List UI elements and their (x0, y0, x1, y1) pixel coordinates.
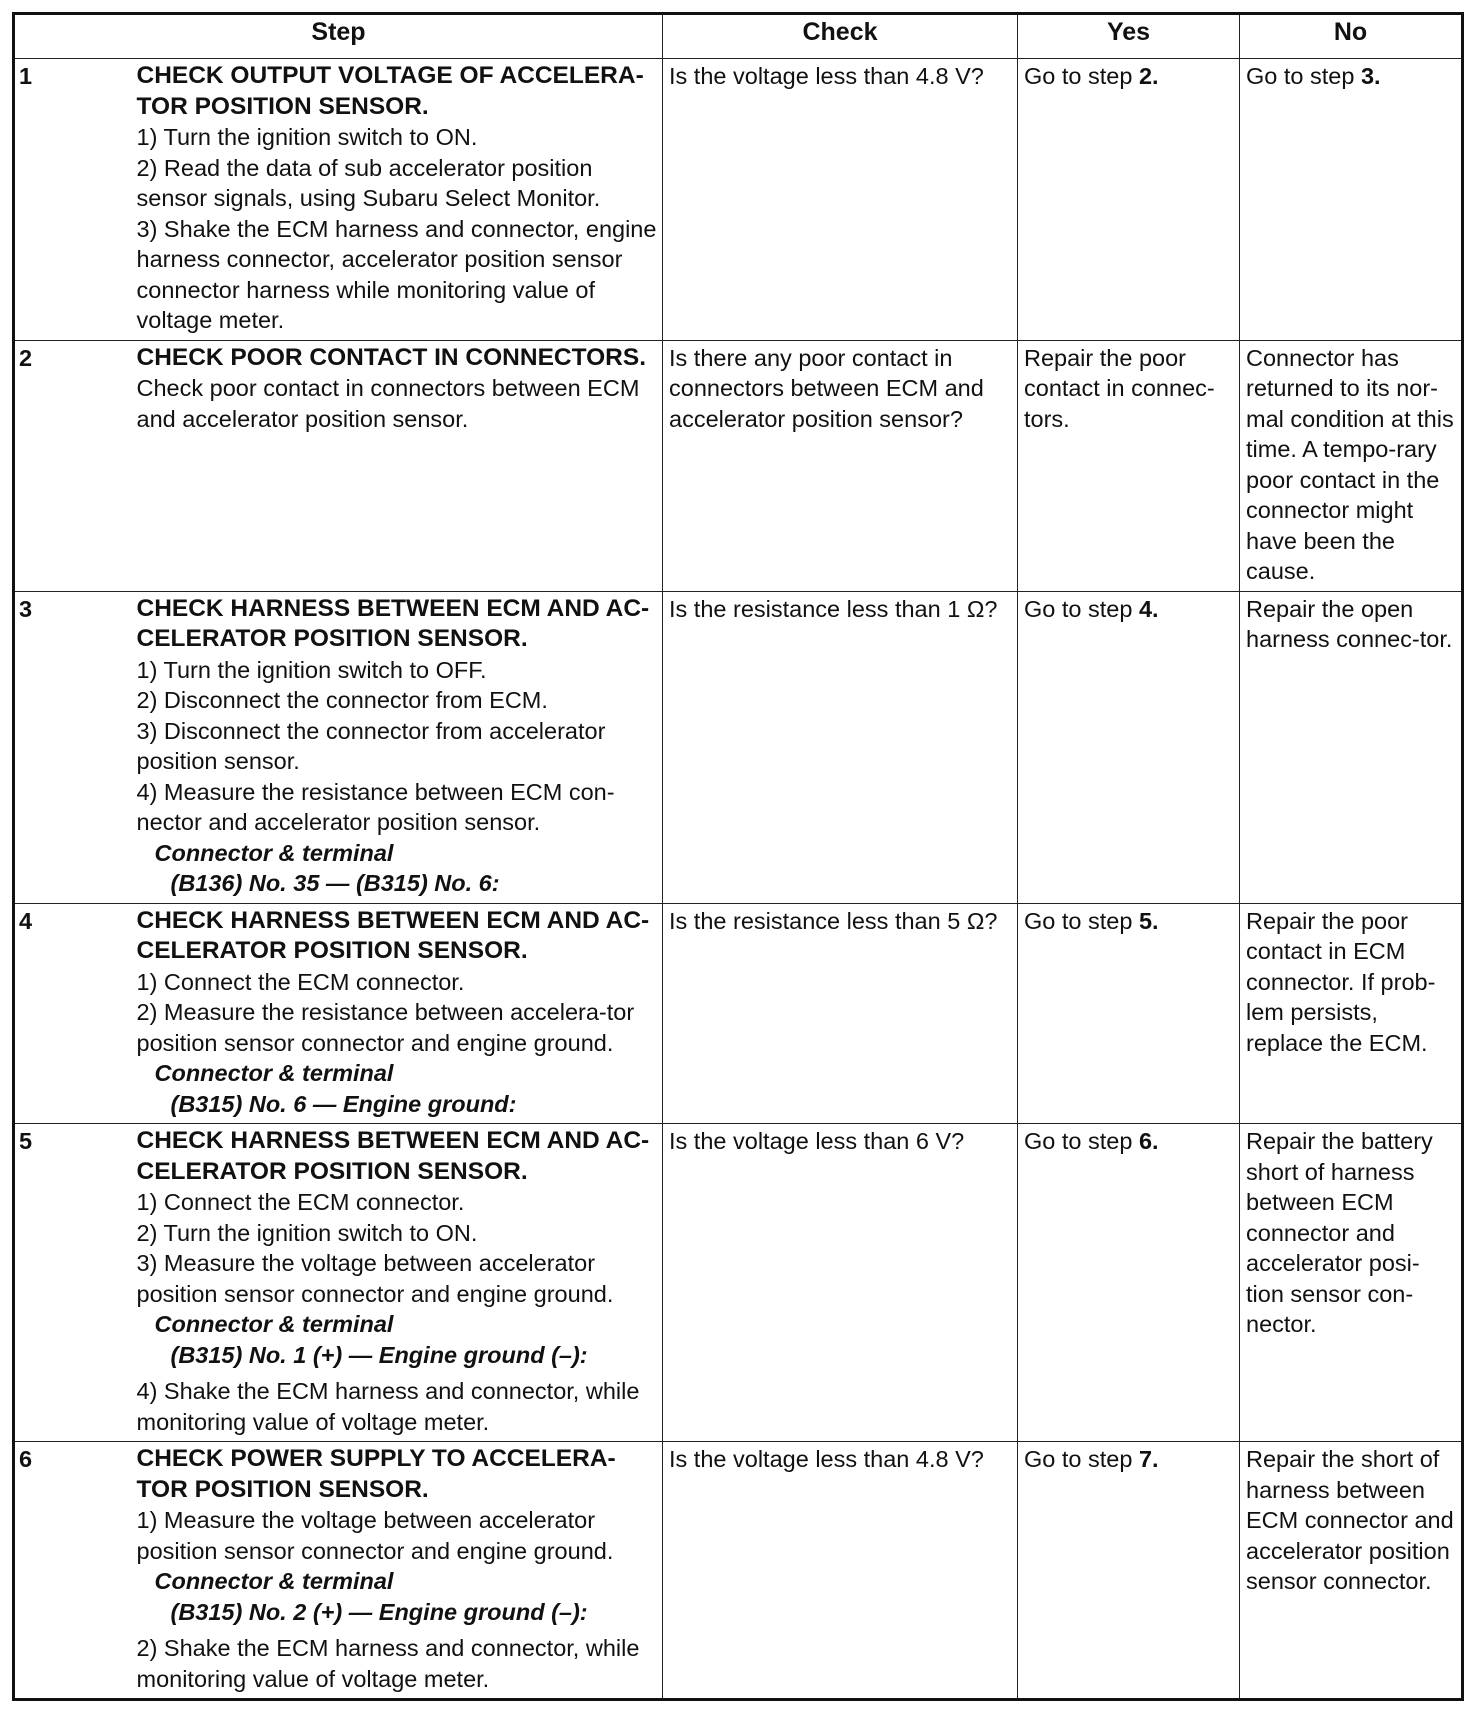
step-title: CHECK POWER SUPPLY TO ACCELERA-TOR POSITION SENSOR. (136, 1445, 616, 1503)
step-title: CHECK POOR CONTACT IN CONNECTORS. (136, 343, 647, 371)
connector-terminal-spec: Connector & terminal (154, 1060, 394, 1086)
step-cell (135, 59, 663, 341)
no-cell (1240, 1124, 1463, 1442)
check-cell: Is the resistance less than 1 Ω? (663, 591, 1018, 903)
connector-terminal-spec: (B315) No. 2 (+) — Engine ground (–): (170, 1598, 588, 1625)
no-cell (1240, 59, 1463, 341)
yes-step-ref: 6. (1138, 1128, 1159, 1154)
step-instruction: 2) Shake the ECM harness and connector, while monitoring value of voltage meter. (136, 1635, 640, 1692)
connector-terminal-spec: (B315) No. 6 — Engine ground: (170, 1090, 517, 1117)
yes-step-ref: 2. (1138, 63, 1159, 89)
step-cell (135, 340, 663, 591)
step-instruction: 2) Measure the resistance between accelera-tor position sensor connector and engine ground. (136, 999, 635, 1056)
step-instruction: 2) Disconnect the connector from ECM. (136, 687, 548, 713)
step-instruction: 4) Shake the ECM harness and connector, while monitoring value of voltage meter. (136, 1378, 640, 1435)
table-row (14, 340, 1463, 591)
no-text: Repair the open harness connec-tor. (1246, 595, 1453, 652)
table-row (14, 591, 1463, 903)
check-cell: Is the voltage less than 4.8 V? (663, 1442, 1018, 1700)
step-number: 1 (14, 59, 135, 341)
header-step: Step (14, 14, 663, 59)
step-title: CHECK HARNESS BETWEEN ECM AND AC-CELERATOR POSITION SENSOR. (136, 1127, 650, 1185)
no-cell (1240, 340, 1463, 591)
check-cell: Is the resistance less than 5 Ω? (663, 903, 1018, 1124)
step-instruction: 4) Measure the resistance between ECM con-nector and accelerator position sensor. (136, 778, 615, 835)
step-instruction: 1) Measure the voltage between accelerator position sensor connector and engine ground. (136, 1507, 614, 1564)
check-cell: Is there any poor contact in connectors between ECM and accelerator position sensor? (663, 340, 1018, 591)
no-text: Repair the poor contact in ECM connector. If prob-lem persists, replace the ECM. (1246, 907, 1436, 1056)
yes-text: Repair the poor contact in connec-tors. (1024, 344, 1215, 432)
step-cell (135, 1442, 663, 1700)
yes-cell (1018, 340, 1240, 591)
connector-terminal-spec: Connector & terminal (154, 1568, 394, 1594)
diagnostic-table (12, 12, 1464, 1701)
step-instruction: 2) Turn the ignition switch to ON. (136, 1219, 478, 1246)
no-step-ref: 3. (1360, 63, 1381, 89)
yes-text: Go to step (1024, 907, 1139, 934)
no-text: Connector has returned to its nor-mal condition at this time. A tempo-rary poor contact in the connector might have been the cause. (1246, 344, 1454, 584)
yes-cell (1018, 59, 1240, 341)
check-cell: Is the voltage less than 4.8 V? (663, 59, 1018, 341)
yes-text: Go to step (1024, 1446, 1139, 1472)
step-title: CHECK OUTPUT VOLTAGE OF ACCELERA-TOR POSITION SENSOR. (136, 62, 644, 120)
connector-terminal-spec: Connector & terminal (154, 1311, 394, 1337)
yes-cell (1018, 591, 1240, 903)
step-instruction: 1) Connect the ECM connector. (136, 1189, 465, 1215)
step-title: CHECK HARNESS BETWEEN ECM AND AC-CELERATOR POSITION SENSOR. (136, 906, 650, 964)
step-number: 4 (14, 903, 135, 1124)
step-instruction: 1) Turn the ignition switch to OFF. (136, 656, 487, 683)
step-number: 2 (14, 340, 135, 591)
no-text: Repair the short of harness between ECM connector and accelerator position sensor connector. (1246, 1446, 1454, 1594)
no-cell (1240, 903, 1463, 1124)
step-cell (135, 903, 663, 1124)
yes-text: Go to step (1024, 595, 1139, 622)
check-cell: Is the voltage less than 6 V? (663, 1124, 1018, 1442)
step-instruction: 1) Connect the ECM connector. (136, 968, 465, 995)
step-cell (135, 1124, 663, 1442)
step-number: 5 (14, 1124, 135, 1442)
header-row (14, 14, 1463, 59)
yes-text: Go to step (1024, 63, 1139, 89)
yes-cell (1018, 1442, 1240, 1700)
connector-terminal-spec: Connector & terminal (154, 839, 394, 866)
table-row (14, 59, 1463, 341)
yes-cell (1018, 1124, 1240, 1442)
connector-terminal-spec: (B136) No. 35 — (B315) No. 6: (170, 870, 500, 896)
yes-cell (1018, 903, 1240, 1124)
no-cell (1240, 1442, 1463, 1700)
no-text: Repair the battery short of harness between ECM connector and accelerator posi-tion sensor con-nector. (1246, 1128, 1433, 1337)
step-title: CHECK HARNESS BETWEEN ECM AND AC-CELERATOR POSITION SENSOR. (136, 594, 650, 652)
step-instruction: 2) Read the data of sub accelerator position sensor signals, using Subaru Select Monitor. (136, 154, 601, 211)
header-check: Check (663, 14, 1018, 59)
step-instruction: 1) Turn the ignition switch to ON. (136, 124, 478, 150)
table-row (14, 1124, 1463, 1442)
step-instruction: 3) Measure the voltage between accelerator position sensor connector and engine ground. (136, 1250, 614, 1307)
yes-step-ref: 4. (1138, 595, 1159, 622)
no-text: Go to step (1246, 63, 1361, 89)
header-yes: Yes (1018, 14, 1240, 59)
step-number: 3 (14, 591, 135, 903)
table-row (14, 903, 1463, 1124)
connector-terminal-spec: (B315) No. 1 (+) — Engine ground (–): (170, 1341, 588, 1368)
header-no: No (1240, 14, 1463, 59)
yes-step-ref: 7. (1138, 1446, 1159, 1472)
step-instruction: 3) Disconnect the connector from accelerator position sensor. (136, 717, 606, 774)
step-cell (135, 591, 663, 903)
table-row (14, 1442, 1463, 1700)
yes-step-ref: 5. (1138, 907, 1159, 934)
no-cell (1240, 591, 1463, 903)
step-number: 6 (14, 1442, 135, 1700)
step-instruction: 3) Shake the ECM harness and connector, engine harness connector, accelerator position sensor connector harness while monitoring value of voltage meter. (136, 215, 657, 333)
step-instruction: Check poor contact in connectors between ECM and accelerator position sensor. (136, 375, 640, 432)
yes-text: Go to step (1024, 1128, 1139, 1154)
